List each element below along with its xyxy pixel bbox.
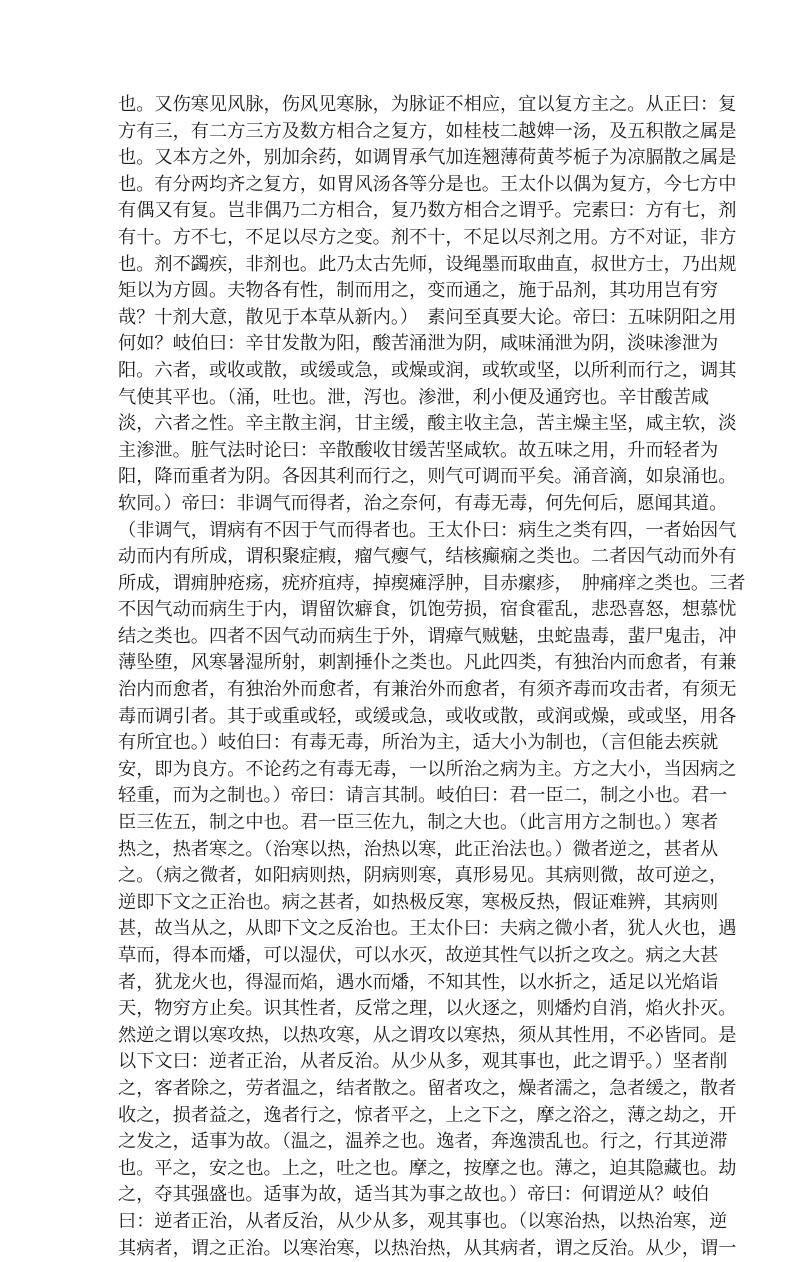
text-line: 臣三佐五，制之中也。君一臣三佐九，制之大也。（此言用方之制也。）寒者 — [118, 812, 719, 834]
text-line: 逆即下文之正治也。病之甚者，如热极反寒，寒极反热，假证难辨，其病则 — [118, 891, 719, 913]
text-line: 何如？岐伯曰：辛甘发散为阳，酸苦涌泄为阴，咸味涌泄为阴，淡味渗泄为 — [118, 333, 719, 355]
text-line: 也。又本方之外，别加余药，如调胃承气加连翘薄荷黄芩栀子为凉膈散之属是 — [118, 147, 737, 169]
text-line: 草而，得本而燔，可以湿伏，可以水灭，故逆其性气以折之攻之。病之大甚 — [118, 945, 719, 966]
text-line: 有偶又有复。岂非偶乃二方相合，复乃数方相合之谓乎。完素曰：方有七，剂 — [118, 200, 737, 222]
text-line: 动而内有所成，谓积聚症瘕，瘤气瘿气，结核癫痫之类也。二者因气动而外有 — [118, 546, 737, 568]
text-line: 安，即为良方。不论药之有毒无毒，一以所治之病为主。方之大小，当因病之 — [118, 758, 737, 780]
text-line: 毒而调引者。其于或重或轻，或缓或急，或收或散，或润或燥，或或坚，用各 — [118, 705, 737, 727]
text-line: 曰：逆者正治，从者反治，从少从多，观其事也。（以寒治热，以热治寒，逆 — [118, 1210, 728, 1232]
text-line: 其病者，谓之正治。以寒治寒，以热治热，从其病者，谓之反治。从少，谓一 — [118, 1237, 737, 1259]
text-line: 热之，热者寒之。（治寒以热，治热以寒，此正治法也。）微者逆之，甚者从 — [118, 838, 719, 860]
text-line: （非调气，谓病有不因于气而得者也。王太仆曰：病生之类有四，一者始因气 — [118, 519, 737, 541]
text-line: 所成，谓痈肿疮疡，疣疥疽痔，掉瘈瘫浮肿，目赤瘰疹， 肿痛痒之类也。三者 — [118, 572, 746, 594]
text-line: 之，夺其强盛也。适事为故，适当其为事之故也。）帝曰：何谓逆从？岐伯 — [118, 1184, 710, 1206]
text-line: 然逆之谓以寒攻热，以热攻寒，从之谓攻以寒热，须从其性用，不必皆同。是 — [118, 1024, 737, 1046]
text-line: 也。剂不蠲疾，非剂也。此乃太古先师，设绳墨而取曲直，叔世方士，乃出规 — [118, 253, 737, 275]
text-line: 薄坠堕，风寒暑湿所射，刺割捶仆之类也。凡此四类，有独治内而愈者，有兼 — [118, 652, 737, 674]
text-line: 阳，降而重者为阴。各因其利而行之，则气可调而平矣。涌音滴，如泉涌也。 — [118, 466, 737, 488]
text-line: 之，客者除之，劳者温之，结者散之。留者攻之，燥者濡之，急者缓之，散者 — [118, 1077, 737, 1099]
text-line: 之发之，适事为故。（温之，温养之也。逸者，奔逸溃乱也。行之，行其逆滞 — [118, 1131, 728, 1153]
text-line: 也。平之，安之也。上之，吐之也。摩之，按摩之也。薄之，迫其隐藏也。劫 — [118, 1157, 737, 1179]
text-line: 轻重，而为之制也。）帝曰：请言其制。岐伯曰：君一臣二，制之小也。君一 — [118, 785, 728, 807]
text-line: 矩以为方圆。夫物各有性，制而用之，变而通之，施于品剂，其功用岂有穷 — [118, 280, 719, 302]
text-line: 有十。方不七，不足以尽方之变。剂不十，不足以尽剂之用。方不对证，非方 — [118, 226, 737, 248]
text-line: 结之类也。四者不因气动而病生于外，谓瘴气贼魅，虫蛇蛊毒，蜚尸鬼击，冲 — [118, 625, 737, 647]
text-line: 气使其平也。（涌，吐也。泄，泻也。渗泄，利小便及通窍也。辛甘酸苦咸 — [118, 386, 710, 408]
text-line: 有所宜也。）岐伯曰：有毒无毒，所治为主，适大小为制也，（言但能去疾就 — [118, 732, 719, 754]
text-line: 治内而愈者，有独治外而愈者，有兼治外而愈者，有须齐毒而攻击者，有须无 — [118, 679, 737, 701]
text-line: 之。（病之微者，如阳病则热，阴病则寒，真形易见。其病则微，故可逆之， — [118, 865, 728, 887]
text-line: 不因气动而病生于内，谓留饮癖食，饥饱劳损，宿食霍乱，悲恐喜怒，想慕忧 — [118, 599, 737, 621]
text-line: 阳。六者，或收或散，或缓或急，或燥或润，或软或坚，以所利而行之，调其 — [118, 359, 737, 381]
text-line: 以下文曰：逆者正治，从者反治。从少从多，观其事也，此之谓乎。）坚者削 — [118, 1051, 728, 1073]
text-line: 淡，六者之性。辛主散主润，甘主缓，酸主收主急，苦主燥主坚，咸主软，淡 — [118, 413, 737, 435]
text-line: 者，犹龙火也，得湿而焰，遇水而燔，不知其性，以水折之，适足以光焰诣 — [118, 971, 719, 993]
text-line: 主渗泄。脏气法时论曰：辛散酸收甘缓苦坚咸软。故五味之用，升而轻者为 — [118, 439, 719, 461]
text-line: 也。又伤寒见风脉，伤风见寒脉，为脉证不相应，宜以复方主之。从正曰：复 — [118, 94, 737, 115]
document-page — [118, 92, 746, 1262]
text-line: 也。有分两均齐之复方，如胃风汤各等分是也。王太仆以偶为复方，今七方中 — [118, 173, 737, 195]
text-line: 天，物穷方止矣。识其性者，反常之理，以火逐之，则燔灼自消，焰火扑灭。 — [118, 998, 737, 1020]
text-line: 甚，故当从之，从即下文之反治也。王太仆曰：夫病之微小者，犹人火也，遇 — [118, 918, 737, 940]
text-line: 收之，损者益之，逸者行之，惊者平之，上之下之，摩之浴之，薄之劫之，开 — [118, 1104, 737, 1126]
text-line: 软同。）帝曰：非调气而得者，治之奈何，有毒无毒，何先何后，愿闻其道。 — [118, 492, 728, 514]
text-line: 方有三，有二方三方及数方相合之复方，如桂枝二越婢一汤，及五积散之属是 — [118, 120, 737, 142]
text-line: 哉？十剂大意，散见于本草从新内。） 素问至真要大论。帝曰：五味阴阳之用 — [118, 306, 737, 328]
